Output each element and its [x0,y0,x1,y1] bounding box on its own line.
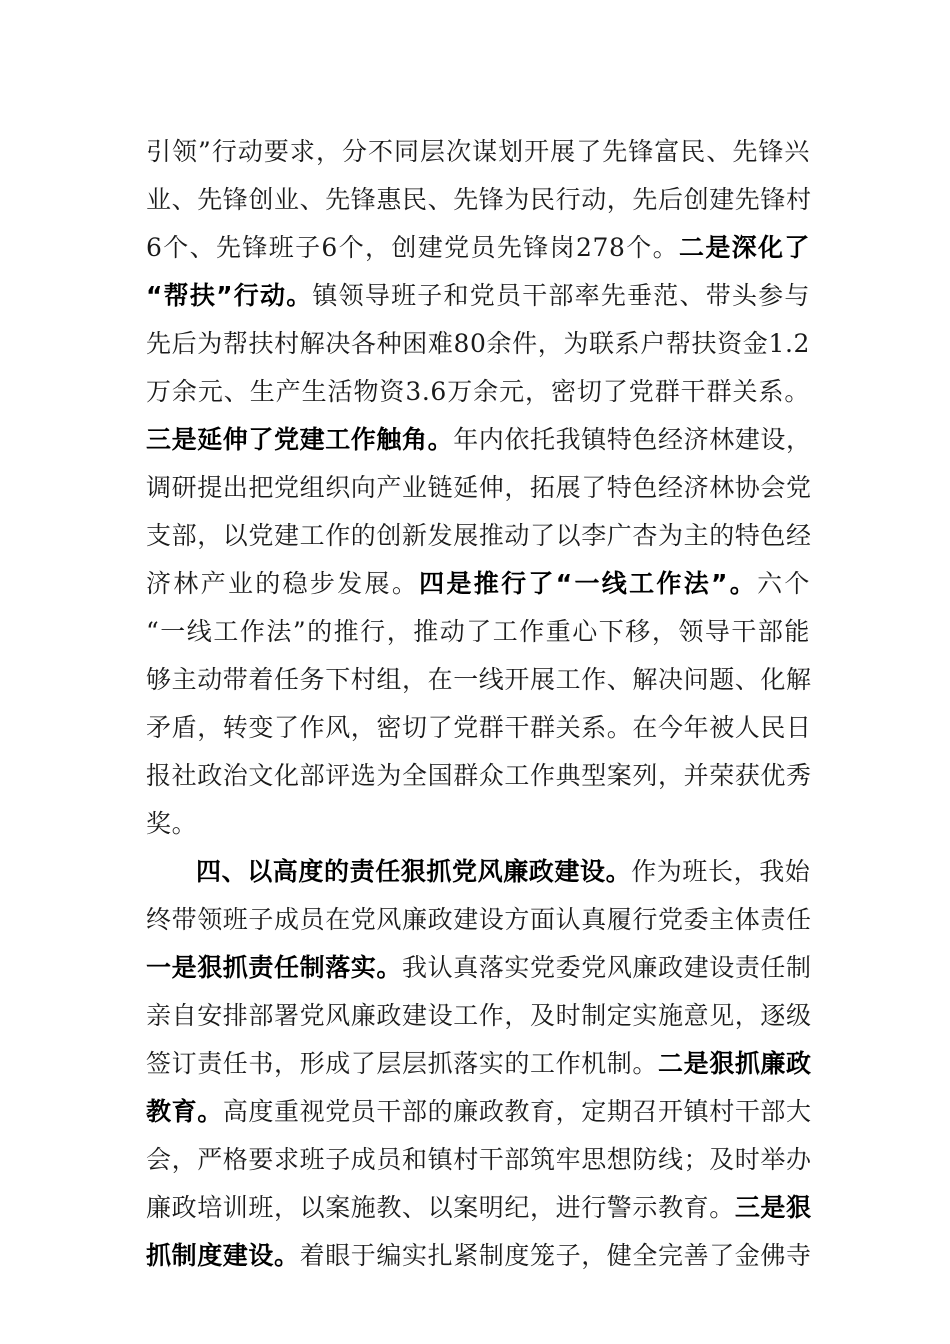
text-line [146,320,810,368]
text-line [146,416,810,464]
text-line [146,464,810,512]
text-line [146,608,810,656]
bold-heading-text: 一是狠抓责任制落实。 [146,953,403,982]
body-text [146,128,810,1280]
bold-heading-text: 二是深化了 [678,233,810,262]
text-line [146,752,810,800]
body-text-run: 业、先锋创业、先锋惠民、先锋为民行动，先后创建先锋村 [146,185,812,214]
text-line [146,560,810,608]
body-text-run: “一线工作法”的推行，推动了工作重心下移，领导干部能 [146,617,810,646]
bold-heading-text: “帮扶”行动。 [146,281,313,310]
body-text-run: 先后为帮扶村解决各种困难80余件，为联系户帮扶资金1.2 [146,329,810,358]
bold-heading-text: 三是狠 [734,1193,812,1222]
body-text-run: 会，严格要求班子成员和镇村干部筑牢思想防线；及时举办 [146,1145,812,1174]
body-text-run: 万余元、生产生活物资3.6万余元，密切了党群干群关系。 [146,377,810,406]
bold-heading-text: 教育。 [146,1097,223,1126]
body-text-run: 引领”行动要求，分不同层次谋划开展了先锋富民、先锋兴 [146,137,810,166]
text-line [146,176,810,224]
text-line [146,224,810,272]
text-line [146,272,810,320]
text-line [146,1136,810,1184]
text-line [146,1040,810,1088]
text-line [146,512,810,560]
text-line [146,368,810,416]
text-line [146,992,810,1040]
body-text-run: 年内依托我镇特色经济林建设， [453,425,812,454]
bold-heading-text: 二是狠抓廉政 [658,1049,812,1078]
bold-heading-text: 抓制度建设。 [146,1241,300,1270]
text-line [146,1184,810,1232]
body-text-run: 济林产业的稳步发展。 [146,569,420,598]
body-text-run: 高度重视党员干部的廉政教育，定期召开镇村干部大 [222,1097,812,1126]
body-text-run: 终带领班子成员在党风廉政建设方面认真履行党委主体责任 [146,905,812,934]
body-text-run: 签订责任书，形成了层层抓落实的工作机制。 [146,1049,659,1078]
body-text-run: 报社政治文化部评选为全国群众工作典型案列，并荣获优秀 [146,761,812,790]
text-line [146,656,810,704]
body-text-run: 奖。 [146,809,198,838]
text-line [146,704,810,752]
body-text-run: 着眼于编实扎紧制度笼子，健全完善了金佛寺 [299,1241,812,1270]
body-text-run: 够主动带着任务下村组，在一线开展工作、解决问题、化解 [146,665,812,694]
body-text-run: 镇领导班子和党员干部率先垂范、带头参与 [312,281,811,310]
body-text-run: 调研提出把党组织向产业链延伸，拓展了特色经济林协会党 [146,473,812,502]
body-text-run: 我认真落实党委党风廉政建设责任制 [402,953,812,982]
body-text-run: 矛盾，转变了作风，密切了党群干群关系。在今年被人民日 [146,713,812,742]
text-line [146,800,810,848]
bold-heading-text: 四是推行了“一线工作法”。 [419,569,758,598]
text-line [146,896,810,944]
text-line [146,128,810,176]
body-text-run: 亲自安排部署党风廉政建设工作，及时制定实施意见，逐级 [146,1001,812,1030]
text-line [146,848,810,896]
bold-heading-text: 三是延伸了党建工作触角。 [146,425,454,454]
body-text-run: 支部，以党建工作的创新发展推动了以李广杏为主的特色经 [146,521,812,550]
text-line [146,1088,810,1136]
bold-heading-text: 四、以高度的责任狠抓党风廉政建设。 [196,857,632,886]
text-line [146,1232,810,1280]
text-line [146,944,810,992]
body-text-run: 六个 [757,569,810,598]
body-text-run: 6个、先锋班子6个，创建党员先锋岗278个。 [146,233,679,262]
body-text-run: 作为班长，我始 [631,857,811,886]
body-text-run: 廉政培训班，以案施教、以案明纪，进行警示教育。 [146,1193,735,1222]
